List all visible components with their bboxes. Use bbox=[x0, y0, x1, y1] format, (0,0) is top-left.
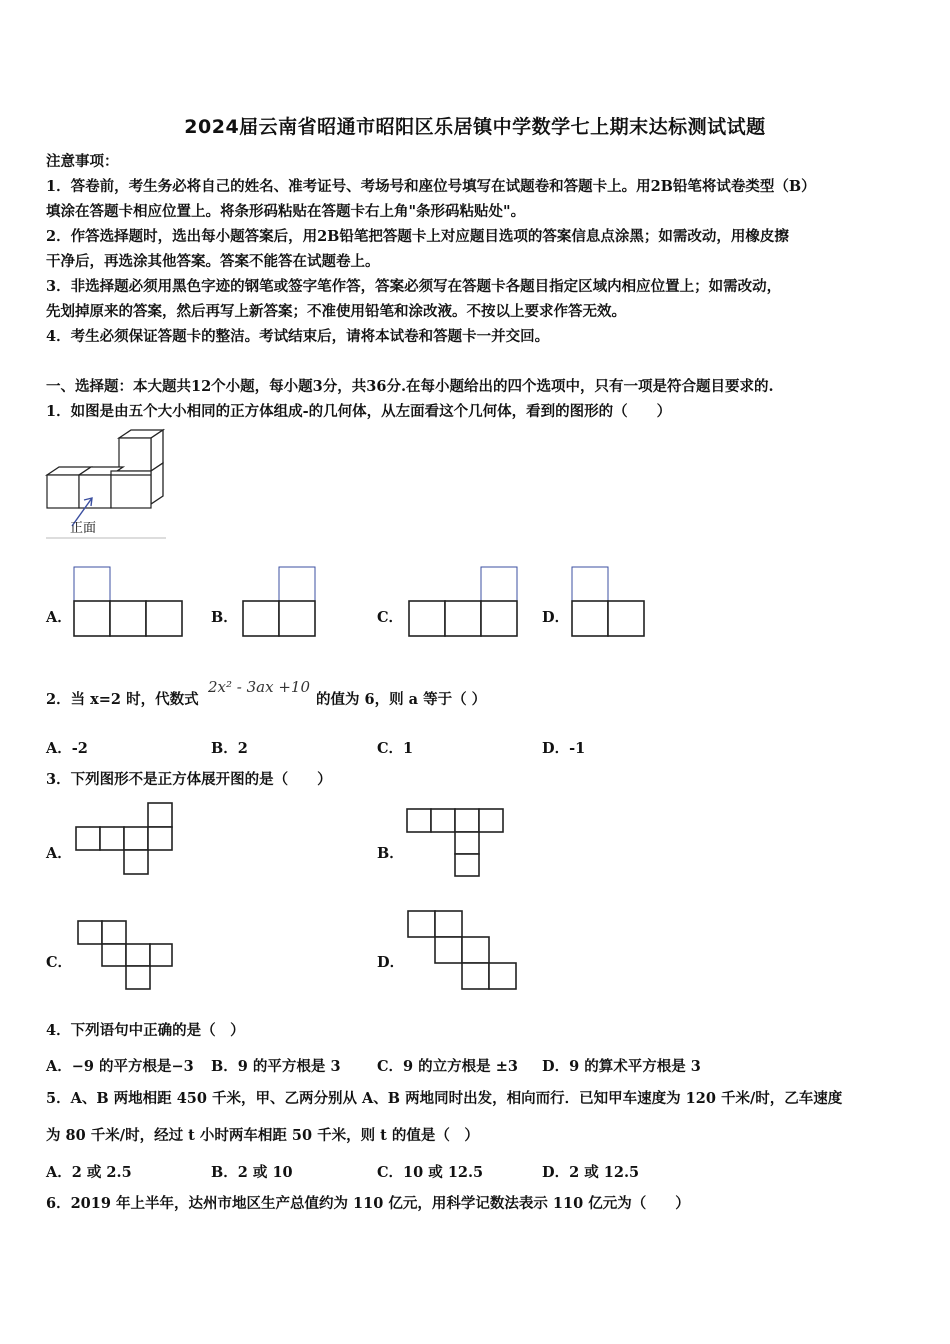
q1-option-b-figure bbox=[241, 565, 319, 639]
notice-line: 2．作答选择题时，选出每小题答案后，用2B铅笔把答题卡上对应题目选项的答案信息点涂黑；如需改动，用橡皮擦 bbox=[46, 228, 789, 245]
q4-option-c[interactable]: C．9 的立方根是 ±3 bbox=[377, 1058, 518, 1075]
question-2-expression: 2x² - 3ax +10 bbox=[208, 678, 310, 696]
q3-option-a[interactable]: A． bbox=[46, 845, 72, 862]
q2-option-d[interactable]: D．-1 bbox=[542, 740, 586, 757]
question-2-stem-pre: 2．当 x=2 时，代数式 bbox=[46, 691, 199, 708]
notice-line: 干净后，再选涂其他答案。答案不能答在试题卷上。 bbox=[46, 253, 380, 270]
question-2-stem-post: 的值为 6，则 a 等于（ ） bbox=[316, 691, 487, 708]
q2-option-a[interactable]: A．-2 bbox=[46, 740, 88, 757]
q1-option-b[interactable]: B． bbox=[211, 609, 238, 626]
q1-option-c-figure bbox=[407, 565, 521, 639]
question-5-line-1: 5．A、B 两地相距 450 千米，甲、乙两分别从 A、B 两地同时出发，相向而行．已知甲车速度为 120 千米/时，乙车速度 bbox=[46, 1090, 843, 1107]
question-1-stem: 1．如图是由五个大小相同的正方体组成-的几何体，从左面看这个几何体，看到的图形的（ ） bbox=[46, 403, 672, 420]
q4-option-d[interactable]: D．9 的算术平方根是 3 bbox=[542, 1058, 701, 1075]
q2-option-b[interactable]: B．2 bbox=[211, 740, 248, 757]
q5-option-a[interactable]: A．2 或 2.5 bbox=[46, 1164, 132, 1181]
notice-line: 4．考生必须保证答题卡的整洁。考试结束后，请将本试卷和答题卡一并交回。 bbox=[46, 328, 550, 345]
q2-option-c[interactable]: C．1 bbox=[377, 740, 414, 757]
q3-option-a-net bbox=[74, 802, 176, 876]
front-label: 正面 bbox=[70, 521, 97, 536]
notice-line: 填涂在答题卡相应位置上。将条形码粘贴在答题卡右上角"条形码粘贴处"。 bbox=[46, 203, 526, 220]
q5-option-d[interactable]: D．2 或 12.5 bbox=[542, 1164, 640, 1181]
notice-line: 3．非选择题必须用黑色字迹的钢笔或签字笔作答，答案必须写在答题卡各题目指定区域内相应位置上；如需改动， bbox=[46, 278, 782, 295]
q3-option-d[interactable]: D． bbox=[377, 954, 405, 971]
notice-heading: 注意事项： bbox=[46, 153, 119, 170]
question-3-stem: 3．下列图形不是正方体展开图的是（ ） bbox=[46, 771, 332, 788]
q1-option-d[interactable]: D． bbox=[542, 609, 570, 626]
q1-option-c[interactable]: C． bbox=[377, 609, 404, 626]
q5-option-b[interactable]: B．2 或 10 bbox=[211, 1164, 293, 1181]
q1-cube-figure bbox=[44, 430, 169, 540]
question-6-stem: 6．2019 年上半年，达州市地区生产总值约为 110 亿元，用科学记数法表示 110 亿元为（ ） bbox=[46, 1195, 690, 1212]
q3-option-b-net bbox=[405, 807, 505, 877]
notice-line: 1．答卷前，考生务必将自己的姓名、准考证号、考场号和座位号填写在试题卷和答题卡上。用2B铅笔将试卷类型（B） bbox=[46, 178, 816, 195]
q1-option-a[interactable]: A． bbox=[46, 609, 72, 626]
question-5-line-2: 为 80 千米/时，经过 t 小时两车相距 50 千米，则 t 的值是（ ） bbox=[46, 1127, 479, 1144]
q3-option-b[interactable]: B． bbox=[377, 845, 404, 862]
notice-line: 先划掉原来的答案，然后再写上新答案；不准使用铅笔和涂改液。不按以上要求作答无效。 bbox=[46, 303, 626, 320]
q1-option-a-figure bbox=[72, 565, 184, 639]
q4-option-b[interactable]: B．9 的平方根是 3 bbox=[211, 1058, 341, 1075]
q3-option-d-net bbox=[406, 909, 520, 991]
q1-option-d-figure bbox=[570, 565, 648, 639]
question-4-stem: 4．下列语句中正确的是（ ） bbox=[46, 1022, 245, 1039]
q5-option-c[interactable]: C．10 或 12.5 bbox=[377, 1164, 484, 1181]
page-title: 2024届云南省昭通市昭阳区乐居镇中学数学七上期末达标测试试题 bbox=[184, 116, 766, 138]
q3-option-c[interactable]: C． bbox=[46, 954, 73, 971]
q4-option-a[interactable]: A．−9 的平方根是−3 bbox=[46, 1058, 194, 1075]
q3-option-c-net bbox=[76, 919, 174, 991]
section-heading: 一、选择题：本大题共12个小题，每小题3分，共36分.在每小题给出的四个选项中，只有一项是符合题目要求的. bbox=[46, 378, 774, 395]
